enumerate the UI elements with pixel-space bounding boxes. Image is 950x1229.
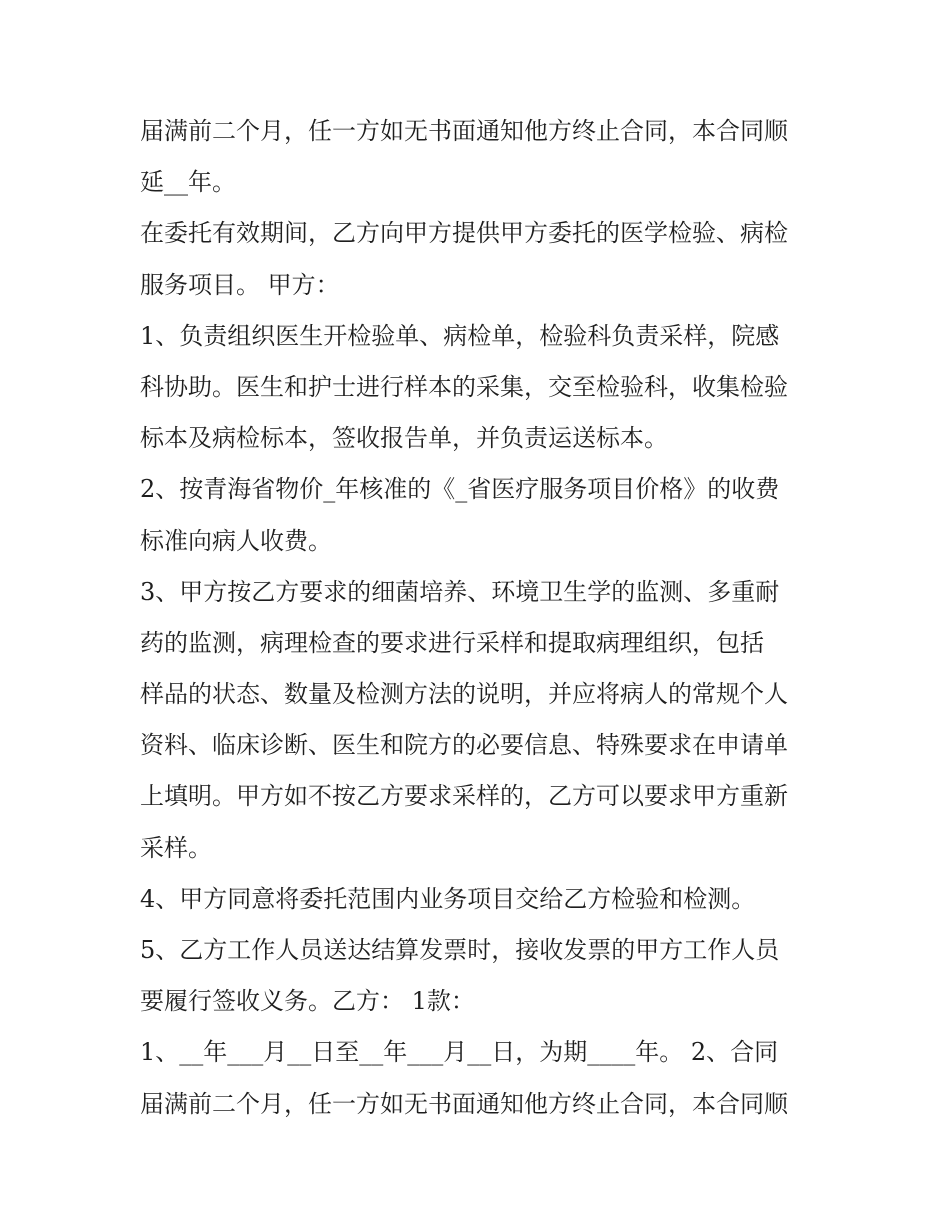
text-line: 采样。 [140, 833, 212, 862]
text-line: 服务项目。 甲方： [140, 270, 340, 299]
text-line: 延__年。 [140, 168, 236, 197]
text-line: 标准向病人收费。 [140, 526, 332, 555]
text-line: 届满前二个月，任一方如无书面通知他方终止合同，本合同顺 [140, 1089, 788, 1118]
text-line: 要履行签收义务。乙方： 1款： [140, 987, 475, 1016]
text-line: 资料、临床诊断、医生和院方的必要信息、特殊要求在申请单 [140, 731, 788, 760]
text-line: 样品的状态、数量及检测方法的说明，并应将病人的常规个人 [140, 680, 788, 709]
text-line: 标本及病检标本，签收报告单，并负责运送标本。 [140, 424, 668, 453]
text-line: 5、乙方工作人员送达结算发票时，接收发票的甲方工作人员 [140, 936, 780, 964]
text-line: 2、按青海省物价_年核准的《_省医疗服务项目价格》的收费 [140, 475, 780, 504]
text-line: 1、__年___月__日至__年___月__日，为期____年。 2、合同 [140, 1038, 779, 1067]
text-line: 药的监测，病理检查的要求进行采样和提取病理组织，包括 [140, 628, 764, 657]
text-line: 3、甲方按乙方要求的细菌培养、环境卫生学的监测、多重耐 [140, 577, 780, 606]
text-line: 上填明。甲方如不按乙方要求采样的，乙方可以要求甲方重新 [140, 782, 788, 811]
text-line: 1、负责组织医生开检验单、病检单，检验科负责采样，院感 [140, 321, 780, 350]
text-line: 在委托有效期间，乙方向甲方提供甲方委托的医学检验、病检 [140, 219, 788, 248]
contract-text-body [140, 106, 820, 1130]
text-line: 届满前二个月，任一方如无书面通知他方终止合同，本合同顺 [140, 117, 788, 145]
text-line: 科协助。医生和护士进行样本的采集，交至检验科，收集检验 [140, 372, 788, 401]
text-line: 4、甲方同意将委托范围内业务项目交给乙方检验和检测。 [140, 884, 756, 913]
